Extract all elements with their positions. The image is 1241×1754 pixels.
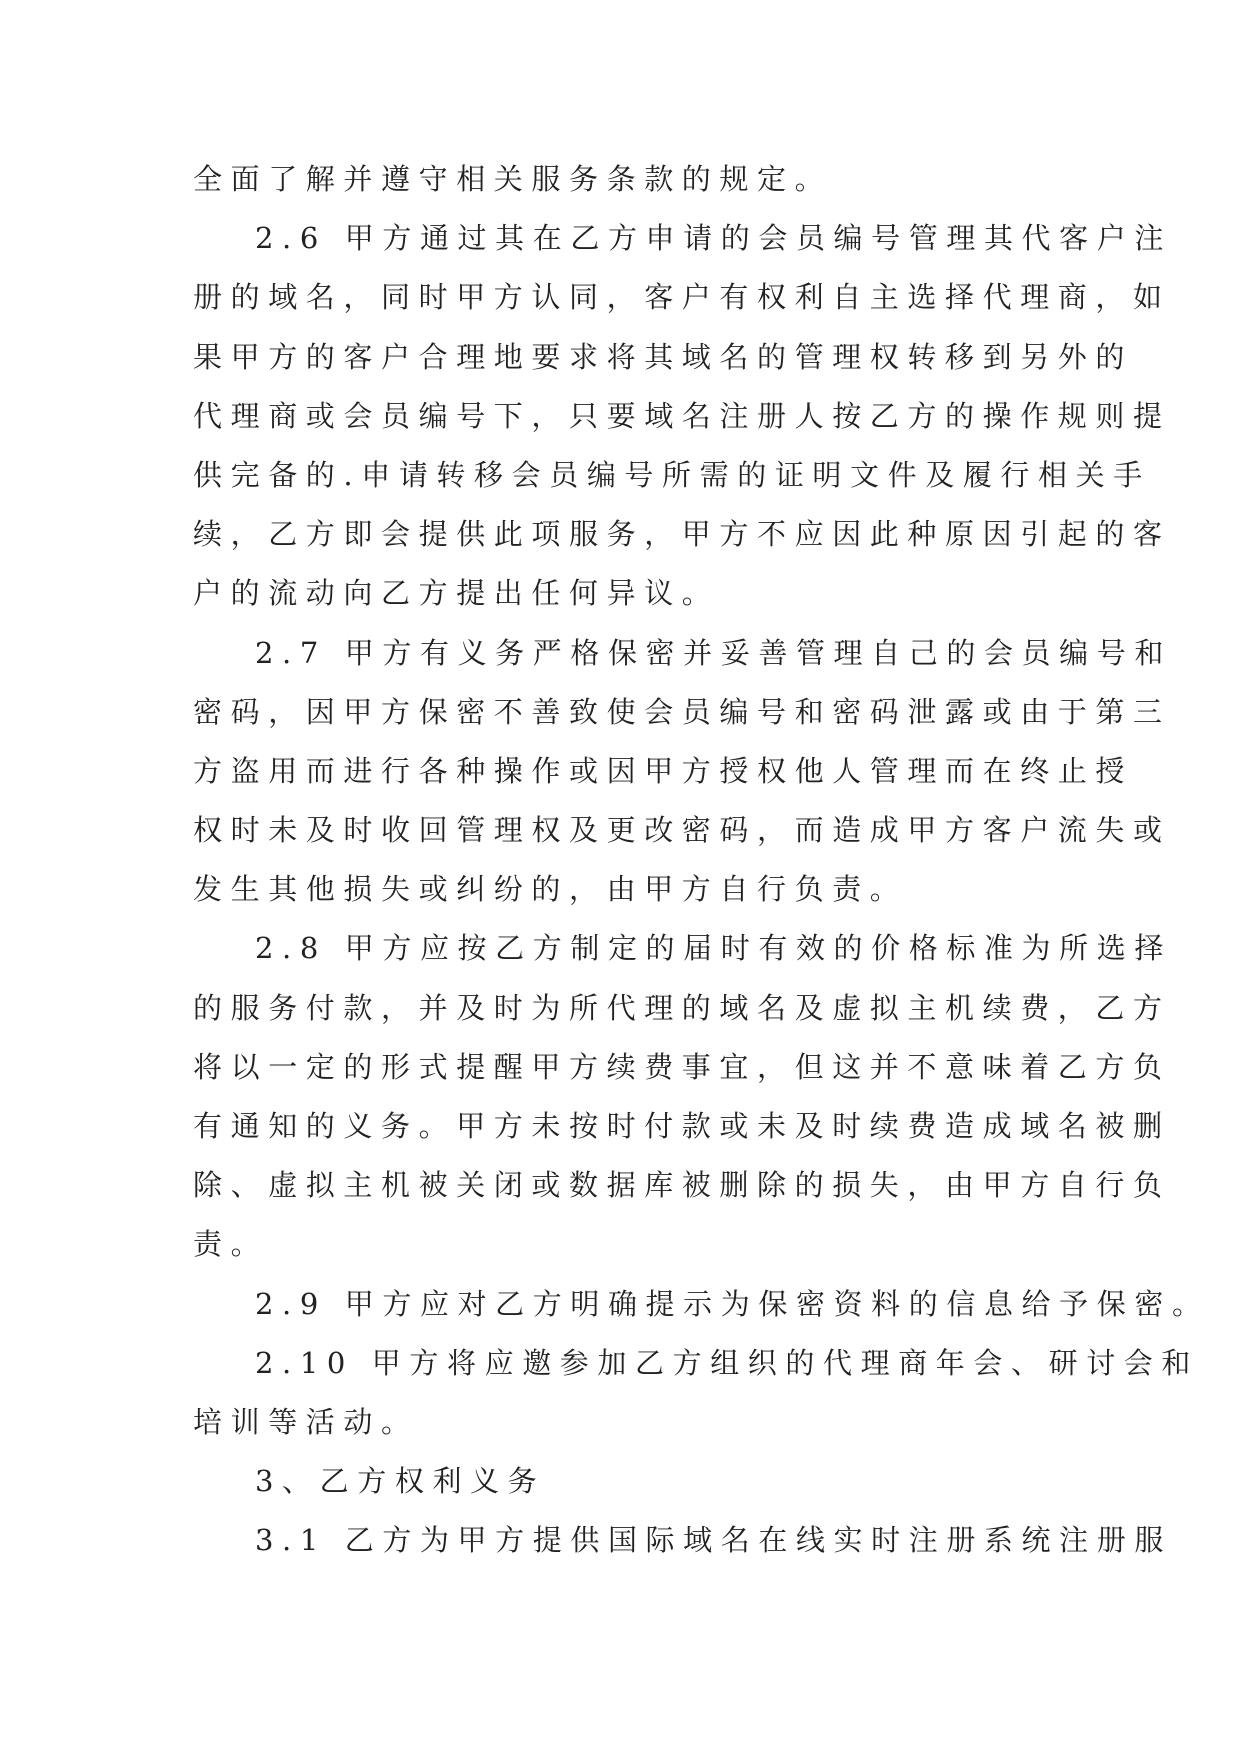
text-line: 续，乙方即会提供此项服务，甲方不应因此种原因引起的客 — [193, 517, 1171, 552]
document-body — [193, 150, 1210, 1571]
text-line: 有通知的义务。甲方未按时付款或未及时续费造成域名被删 — [193, 1109, 1171, 1143]
text-line: 2.7 甲方有义务严格保密并妥善管理自己的会员编号和 — [255, 635, 1172, 670]
text-line: 户的流动向乙方提出任何异议。 — [193, 576, 720, 611]
text-line: 权时未及时收回管理权及更改密码，而造成甲方客户流失或 — [193, 813, 1171, 848]
text-line: 2.9 甲方应对乙方明确提示为保密资料的信息给予保密。 — [255, 1286, 1210, 1321]
text-line: 方盗用而进行各种操作或因甲方授权他人管理而在终止授 — [193, 753, 1134, 788]
text-line: 2.6 甲方通过其在乙方申请的会员编号管理其代客户注 — [255, 221, 1172, 256]
text-line: 的服务付款，并及时为所代理的域名及虚拟主机续费，乙方 — [193, 990, 1171, 1025]
text-line: 代理商或会员编号下，只要域名注册人按乙方的操作规则提 — [193, 398, 1171, 433]
text-line: 全面了解并遵守相关服务条款的规定。 — [193, 162, 833, 196]
section-heading: 3、乙方权利义务 — [255, 1464, 546, 1499]
text-line: 将以一定的形式提醒甲方续费事宜，但这并不意味着乙方负 — [193, 1049, 1171, 1084]
text-line: 3.1 乙方为甲方提供国际域名在线实时注册系统注册服 — [255, 1523, 1172, 1558]
text-line: 密码，因甲方保密不善致使会员编号和密码泄露或由于第三 — [193, 694, 1171, 729]
text-line: 除、虚拟主机被关闭或数据库被删除的损失，由甲方自行负 — [193, 1168, 1171, 1203]
text-line: 果甲方的客户合理地要求将其域名的管理权转移到另外的 — [193, 339, 1134, 374]
text-line: 发生其他损失或纠纷的，由甲方自行负责。 — [193, 872, 908, 907]
text-line: 2.8 甲方应按乙方制定的届时有效的价格标准为所选择 — [255, 931, 1172, 966]
text-line: 责。 — [193, 1227, 269, 1262]
text-line: 培训等活动。 — [193, 1404, 419, 1439]
text-line: 册的域名，同时甲方认同，客户有权利自主选择代理商，如 — [193, 280, 1171, 315]
text-line: 供完备的.申请转移会员编号所需的证明文件及履行相关手 — [193, 457, 1151, 492]
text-line: 2.10 甲方将应邀参加乙方组织的代理商年会、研讨会和 — [255, 1345, 1199, 1380]
